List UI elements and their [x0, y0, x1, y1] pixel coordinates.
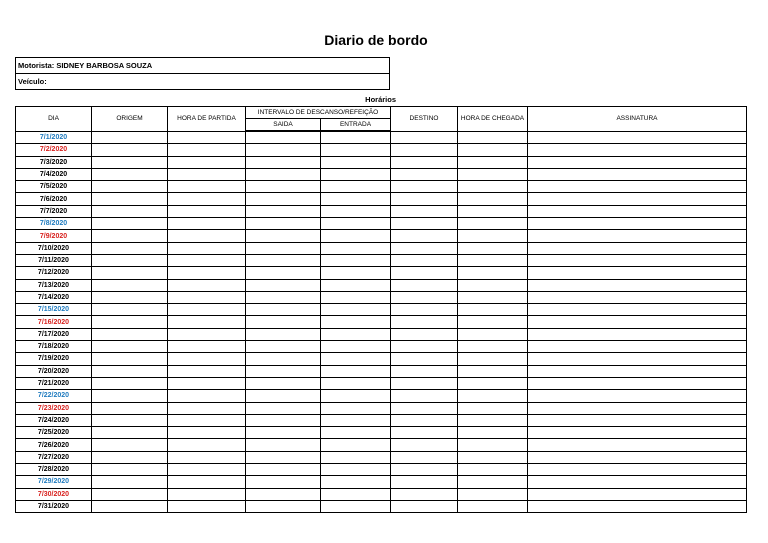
dia-cell: 7/17/2020: [16, 328, 92, 340]
dia-cell: 7/16/2020: [16, 316, 92, 328]
veiculo-cell[interactable]: Veículo:: [16, 74, 390, 90]
log-table: [15, 106, 747, 513]
destino-cell[interactable]: [391, 377, 458, 389]
origem-cell[interactable]: [92, 439, 168, 451]
destino-cell[interactable]: [391, 488, 458, 500]
table-row: [16, 291, 747, 303]
header-entrada: ENTRADA: [321, 119, 391, 132]
entrada-cell[interactable]: [321, 267, 391, 279]
dia-cell: 7/26/2020: [16, 439, 92, 451]
assinatura-cell[interactable]: [528, 316, 747, 328]
table-row: [16, 353, 747, 365]
table-row: [16, 304, 747, 316]
dia-cell: 7/2/2020: [16, 144, 92, 156]
origem-cell[interactable]: [92, 316, 168, 328]
destino-cell[interactable]: [391, 464, 458, 476]
entrada-cell[interactable]: [321, 181, 391, 193]
hora-chegada-cell[interactable]: [458, 390, 528, 402]
destino-cell[interactable]: [391, 427, 458, 439]
saida-cell[interactable]: [246, 156, 321, 168]
saida-cell[interactable]: [246, 316, 321, 328]
dia-cell: 7/5/2020: [16, 181, 92, 193]
hora-chegada-cell[interactable]: [458, 500, 528, 512]
destino-cell[interactable]: [391, 402, 458, 414]
destino-cell[interactable]: [391, 390, 458, 402]
table-row: [16, 414, 747, 426]
origem-cell[interactable]: [92, 131, 168, 144]
hora-partida-cell[interactable]: [168, 279, 246, 291]
hora-partida-cell[interactable]: [168, 353, 246, 365]
entrada-cell[interactable]: [321, 279, 391, 291]
table-row: [16, 464, 747, 476]
hora-chegada-cell[interactable]: [458, 218, 528, 230]
table-row: [16, 193, 747, 205]
origem-cell[interactable]: [92, 291, 168, 303]
header-dia: DIA: [16, 107, 92, 132]
dia-cell: 7/19/2020: [16, 353, 92, 365]
header-hora-partida: HORA DE PARTIDA: [168, 107, 246, 132]
assinatura-cell[interactable]: [528, 365, 747, 377]
hora-chegada-cell[interactable]: [458, 193, 528, 205]
origem-cell[interactable]: [92, 230, 168, 242]
header-destino: DESTINO: [391, 107, 458, 132]
hora-partida-cell[interactable]: [168, 168, 246, 180]
table-row: [16, 267, 747, 279]
horarios-label: Horários: [365, 95, 396, 104]
hora-partida-cell[interactable]: [168, 218, 246, 230]
table-row: [16, 500, 747, 512]
saida-cell[interactable]: [246, 439, 321, 451]
hora-partida-cell[interactable]: [168, 488, 246, 500]
destino-cell[interactable]: [391, 254, 458, 266]
assinatura-cell[interactable]: [528, 230, 747, 242]
entrada-cell[interactable]: [321, 254, 391, 266]
table-row: [16, 341, 747, 353]
saida-cell[interactable]: [246, 451, 321, 463]
entrada-cell[interactable]: [321, 464, 391, 476]
destino-cell[interactable]: [391, 218, 458, 230]
hora-chegada-cell[interactable]: [458, 488, 528, 500]
table-row: [16, 427, 747, 439]
assinatura-cell[interactable]: [528, 205, 747, 217]
assinatura-cell[interactable]: [528, 242, 747, 254]
entrada-cell[interactable]: [321, 427, 391, 439]
origem-cell[interactable]: [92, 402, 168, 414]
entrada-cell[interactable]: [321, 291, 391, 303]
destino-cell[interactable]: [391, 181, 458, 193]
hora-partida-cell[interactable]: [168, 365, 246, 377]
assinatura-cell[interactable]: [528, 341, 747, 353]
dia-cell: 7/29/2020: [16, 476, 92, 488]
dia-cell: 7/9/2020: [16, 230, 92, 242]
destino-cell[interactable]: [391, 439, 458, 451]
dia-cell: 7/8/2020: [16, 218, 92, 230]
table-row: [16, 365, 747, 377]
destino-cell[interactable]: [391, 476, 458, 488]
hora-partida-cell[interactable]: [168, 500, 246, 512]
entrada-cell[interactable]: [321, 144, 391, 156]
table-row: [16, 377, 747, 389]
hora-partida-cell[interactable]: [168, 230, 246, 242]
entrada-cell[interactable]: [321, 488, 391, 500]
saida-cell[interactable]: [246, 377, 321, 389]
saida-cell[interactable]: [246, 414, 321, 426]
entrada-cell[interactable]: [321, 168, 391, 180]
origem-cell[interactable]: [92, 144, 168, 156]
hora-partida-cell[interactable]: [168, 414, 246, 426]
dia-cell: 7/23/2020: [16, 402, 92, 414]
table-row: [16, 218, 747, 230]
saida-cell[interactable]: [246, 365, 321, 377]
origem-cell[interactable]: [92, 328, 168, 340]
assinatura-cell[interactable]: [528, 476, 747, 488]
entrada-cell[interactable]: [321, 156, 391, 168]
destino-cell[interactable]: [391, 451, 458, 463]
saida-cell[interactable]: [246, 304, 321, 316]
origem-cell[interactable]: [92, 464, 168, 476]
table-row: [16, 205, 747, 217]
saida-cell[interactable]: [246, 230, 321, 242]
assinatura-cell[interactable]: [528, 254, 747, 266]
entrada-cell[interactable]: [321, 218, 391, 230]
assinatura-cell[interactable]: [528, 500, 747, 512]
hora-partida-cell[interactable]: [168, 427, 246, 439]
assinatura-cell[interactable]: [528, 451, 747, 463]
dia-cell: 7/20/2020: [16, 365, 92, 377]
hora-partida-cell[interactable]: [168, 156, 246, 168]
saida-cell[interactable]: [246, 427, 321, 439]
origem-cell[interactable]: [92, 218, 168, 230]
dia-cell: 7/21/2020: [16, 377, 92, 389]
table-row: [16, 488, 747, 500]
assinatura-cell[interactable]: [528, 304, 747, 316]
hora-partida-cell[interactable]: [168, 476, 246, 488]
hora-partida-cell[interactable]: [168, 205, 246, 217]
dia-cell: 7/22/2020: [16, 390, 92, 402]
table-row: [16, 476, 747, 488]
origem-cell[interactable]: [92, 205, 168, 217]
saida-cell[interactable]: [246, 488, 321, 500]
hora-partida-cell[interactable]: [168, 402, 246, 414]
saida-cell[interactable]: [246, 328, 321, 340]
assinatura-cell[interactable]: [528, 156, 747, 168]
hora-partida-cell[interactable]: [168, 304, 246, 316]
veiculo-row: [16, 74, 390, 90]
hora-chegada-cell[interactable]: [458, 144, 528, 156]
hora-chegada-cell[interactable]: [458, 427, 528, 439]
origem-cell[interactable]: [92, 476, 168, 488]
dia-cell: 7/1/2020: [16, 131, 92, 144]
origem-cell[interactable]: [92, 254, 168, 266]
destino-cell[interactable]: [391, 131, 458, 144]
hora-partida-cell[interactable]: [168, 464, 246, 476]
table-row: [16, 242, 747, 254]
hora-chegada-cell[interactable]: [458, 476, 528, 488]
table-row: [16, 279, 747, 291]
saida-cell[interactable]: [246, 500, 321, 512]
hora-chegada-cell[interactable]: [458, 377, 528, 389]
hora-partida-cell[interactable]: [168, 328, 246, 340]
entrada-cell[interactable]: [321, 131, 391, 144]
origem-cell[interactable]: [92, 156, 168, 168]
hora-partida-cell[interactable]: [168, 341, 246, 353]
dia-cell: 7/7/2020: [16, 205, 92, 217]
saida-cell[interactable]: [246, 402, 321, 414]
entrada-cell[interactable]: [321, 328, 391, 340]
motorista-cell[interactable]: Motorista: SIDNEY BARBOSA SOUZA: [16, 58, 390, 74]
hora-partida-cell[interactable]: [168, 254, 246, 266]
hora-chegada-cell[interactable]: [458, 353, 528, 365]
entrada-cell[interactable]: [321, 341, 391, 353]
hora-chegada-cell[interactable]: [458, 316, 528, 328]
table-row: [16, 439, 747, 451]
hora-partida-cell[interactable]: [168, 377, 246, 389]
origem-cell[interactable]: [92, 353, 168, 365]
entrada-cell[interactable]: [321, 476, 391, 488]
entrada-cell[interactable]: [321, 377, 391, 389]
hora-partida-cell[interactable]: [168, 316, 246, 328]
saida-cell[interactable]: [246, 390, 321, 402]
dia-cell: 7/24/2020: [16, 414, 92, 426]
hora-partida-cell[interactable]: [168, 242, 246, 254]
saida-cell[interactable]: [246, 279, 321, 291]
hora-chegada-cell[interactable]: [458, 328, 528, 340]
header-intervalo: INTERVALO DE DESCANSO/REFEIÇÃO: [246, 107, 391, 119]
origem-cell[interactable]: [92, 181, 168, 193]
header-row-1: [16, 107, 747, 119]
saida-cell[interactable]: [246, 341, 321, 353]
header-saida: SAIDA: [246, 119, 321, 132]
table-row: [16, 156, 747, 168]
saida-cell[interactable]: [246, 291, 321, 303]
assinatura-cell[interactable]: [528, 439, 747, 451]
origem-cell[interactable]: [92, 279, 168, 291]
origem-cell[interactable]: [92, 304, 168, 316]
hora-partida-cell[interactable]: [168, 267, 246, 279]
dia-cell: 7/31/2020: [16, 500, 92, 512]
table-row: [16, 131, 747, 144]
saida-cell[interactable]: [246, 242, 321, 254]
hora-chegada-cell[interactable]: [458, 341, 528, 353]
assinatura-cell[interactable]: [528, 377, 747, 389]
saida-cell[interactable]: [246, 476, 321, 488]
saida-cell[interactable]: [246, 181, 321, 193]
page-title: Diario de bordo: [324, 32, 428, 48]
origem-cell[interactable]: [92, 193, 168, 205]
entrada-cell[interactable]: [321, 402, 391, 414]
saida-cell[interactable]: [246, 193, 321, 205]
assinatura-cell[interactable]: [528, 131, 747, 144]
destino-cell[interactable]: [391, 267, 458, 279]
saida-cell[interactable]: [246, 464, 321, 476]
hora-chegada-cell[interactable]: [458, 168, 528, 180]
assinatura-cell[interactable]: [528, 402, 747, 414]
hora-chegada-cell[interactable]: [458, 181, 528, 193]
entrada-cell[interactable]: [321, 193, 391, 205]
dia-cell: 7/6/2020: [16, 193, 92, 205]
saida-cell[interactable]: [246, 131, 321, 144]
assinatura-cell[interactable]: [528, 181, 747, 193]
table-row: [16, 328, 747, 340]
destino-cell[interactable]: [391, 316, 458, 328]
dia-cell: 7/25/2020: [16, 427, 92, 439]
table-row: [16, 316, 747, 328]
assinatura-cell[interactable]: [528, 267, 747, 279]
entrada-cell[interactable]: [321, 205, 391, 217]
destino-cell[interactable]: [391, 144, 458, 156]
hora-chegada-cell[interactable]: [458, 205, 528, 217]
hora-chegada-cell[interactable]: [458, 156, 528, 168]
origem-cell[interactable]: [92, 414, 168, 426]
origem-cell[interactable]: [92, 427, 168, 439]
origem-cell[interactable]: [92, 488, 168, 500]
saida-cell[interactable]: [246, 205, 321, 217]
hora-chegada-cell[interactable]: [458, 230, 528, 242]
entrada-cell[interactable]: [321, 390, 391, 402]
destino-cell[interactable]: [391, 156, 458, 168]
entrada-cell[interactable]: [321, 414, 391, 426]
destino-cell[interactable]: [391, 291, 458, 303]
entrada-cell[interactable]: [321, 451, 391, 463]
entrada-cell[interactable]: [321, 230, 391, 242]
dia-cell: 7/4/2020: [16, 168, 92, 180]
destino-cell[interactable]: [391, 205, 458, 217]
origem-cell[interactable]: [92, 242, 168, 254]
origem-cell[interactable]: [92, 377, 168, 389]
hora-partida-cell[interactable]: [168, 390, 246, 402]
hora-chegada-cell[interactable]: [458, 451, 528, 463]
entrada-cell[interactable]: [321, 353, 391, 365]
entrada-cell[interactable]: [321, 316, 391, 328]
assinatura-cell[interactable]: [528, 390, 747, 402]
destino-cell[interactable]: [391, 353, 458, 365]
destino-cell[interactable]: [391, 500, 458, 512]
table-row: [16, 168, 747, 180]
origem-cell[interactable]: [92, 267, 168, 279]
header-assinatura: ASSINATURA: [528, 107, 747, 132]
hora-partida-cell[interactable]: [168, 451, 246, 463]
log-body: [16, 131, 747, 513]
driver-info-table: [15, 57, 390, 90]
hora-chegada-cell[interactable]: [458, 254, 528, 266]
table-row: [16, 390, 747, 402]
saida-cell[interactable]: [246, 267, 321, 279]
dia-cell: 7/11/2020: [16, 254, 92, 266]
assinatura-cell[interactable]: [528, 353, 747, 365]
destino-cell[interactable]: [391, 230, 458, 242]
hora-chegada-cell[interactable]: [458, 304, 528, 316]
dia-cell: 7/3/2020: [16, 156, 92, 168]
origem-cell[interactable]: [92, 168, 168, 180]
entrada-cell[interactable]: [321, 304, 391, 316]
dia-cell: 7/30/2020: [16, 488, 92, 500]
origem-cell[interactable]: [92, 341, 168, 353]
destino-cell[interactable]: [391, 193, 458, 205]
assinatura-cell[interactable]: [528, 193, 747, 205]
hora-chegada-cell[interactable]: [458, 242, 528, 254]
dia-cell: 7/18/2020: [16, 341, 92, 353]
origem-cell[interactable]: [92, 500, 168, 512]
hora-partida-cell[interactable]: [168, 291, 246, 303]
destino-cell[interactable]: [391, 328, 458, 340]
table-row: [16, 144, 747, 156]
assinatura-cell[interactable]: [528, 291, 747, 303]
hora-chegada-cell[interactable]: [458, 131, 528, 144]
header-origem: ORIGEM: [92, 107, 168, 132]
hora-chegada-cell[interactable]: [458, 464, 528, 476]
saida-cell[interactable]: [246, 144, 321, 156]
assinatura-cell[interactable]: [528, 144, 747, 156]
motorista-row: [16, 58, 390, 74]
assinatura-cell[interactable]: [528, 328, 747, 340]
entrada-cell[interactable]: [321, 500, 391, 512]
assinatura-cell[interactable]: [528, 168, 747, 180]
dia-cell: 7/10/2020: [16, 242, 92, 254]
hora-partida-cell[interactable]: [168, 181, 246, 193]
table-row: [16, 181, 747, 193]
entrada-cell[interactable]: [321, 242, 391, 254]
table-row: [16, 254, 747, 266]
hora-chegada-cell[interactable]: [458, 365, 528, 377]
destino-cell[interactable]: [391, 304, 458, 316]
entrada-cell[interactable]: [321, 439, 391, 451]
hora-partida-cell[interactable]: [168, 193, 246, 205]
destino-cell[interactable]: [391, 365, 458, 377]
table-row: [16, 402, 747, 414]
dia-cell: 7/14/2020: [16, 291, 92, 303]
saida-cell[interactable]: [246, 254, 321, 266]
saida-cell[interactable]: [246, 218, 321, 230]
hora-chegada-cell[interactable]: [458, 439, 528, 451]
header-hora-chegada: HORA DE CHEGADA: [458, 107, 528, 132]
destino-cell[interactable]: [391, 242, 458, 254]
hora-chegada-cell[interactable]: [458, 402, 528, 414]
assinatura-cell[interactable]: [528, 464, 747, 476]
dia-cell: 7/27/2020: [16, 451, 92, 463]
assinatura-cell[interactable]: [528, 488, 747, 500]
dia-cell: 7/12/2020: [16, 267, 92, 279]
dia-cell: 7/28/2020: [16, 464, 92, 476]
table-row: [16, 451, 747, 463]
assinatura-cell[interactable]: [528, 218, 747, 230]
destino-cell[interactable]: [391, 168, 458, 180]
hora-chegada-cell[interactable]: [458, 279, 528, 291]
saida-cell[interactable]: [246, 168, 321, 180]
destino-cell[interactable]: [391, 414, 458, 426]
assinatura-cell[interactable]: [528, 414, 747, 426]
assinatura-cell[interactable]: [528, 427, 747, 439]
origem-cell[interactable]: [92, 451, 168, 463]
entrada-cell[interactable]: [321, 365, 391, 377]
hora-chegada-cell[interactable]: [458, 291, 528, 303]
assinatura-cell[interactable]: [528, 279, 747, 291]
origem-cell[interactable]: [92, 365, 168, 377]
hora-partida-cell[interactable]: [168, 131, 246, 144]
destino-cell[interactable]: [391, 279, 458, 291]
hora-partida-cell[interactable]: [168, 439, 246, 451]
origem-cell[interactable]: [92, 390, 168, 402]
hora-chegada-cell[interactable]: [458, 414, 528, 426]
dia-cell: 7/13/2020: [16, 279, 92, 291]
hora-partida-cell[interactable]: [168, 144, 246, 156]
destino-cell[interactable]: [391, 341, 458, 353]
hora-chegada-cell[interactable]: [458, 267, 528, 279]
dia-cell: 7/15/2020: [16, 304, 92, 316]
table-row: [16, 230, 747, 242]
saida-cell[interactable]: [246, 353, 321, 365]
